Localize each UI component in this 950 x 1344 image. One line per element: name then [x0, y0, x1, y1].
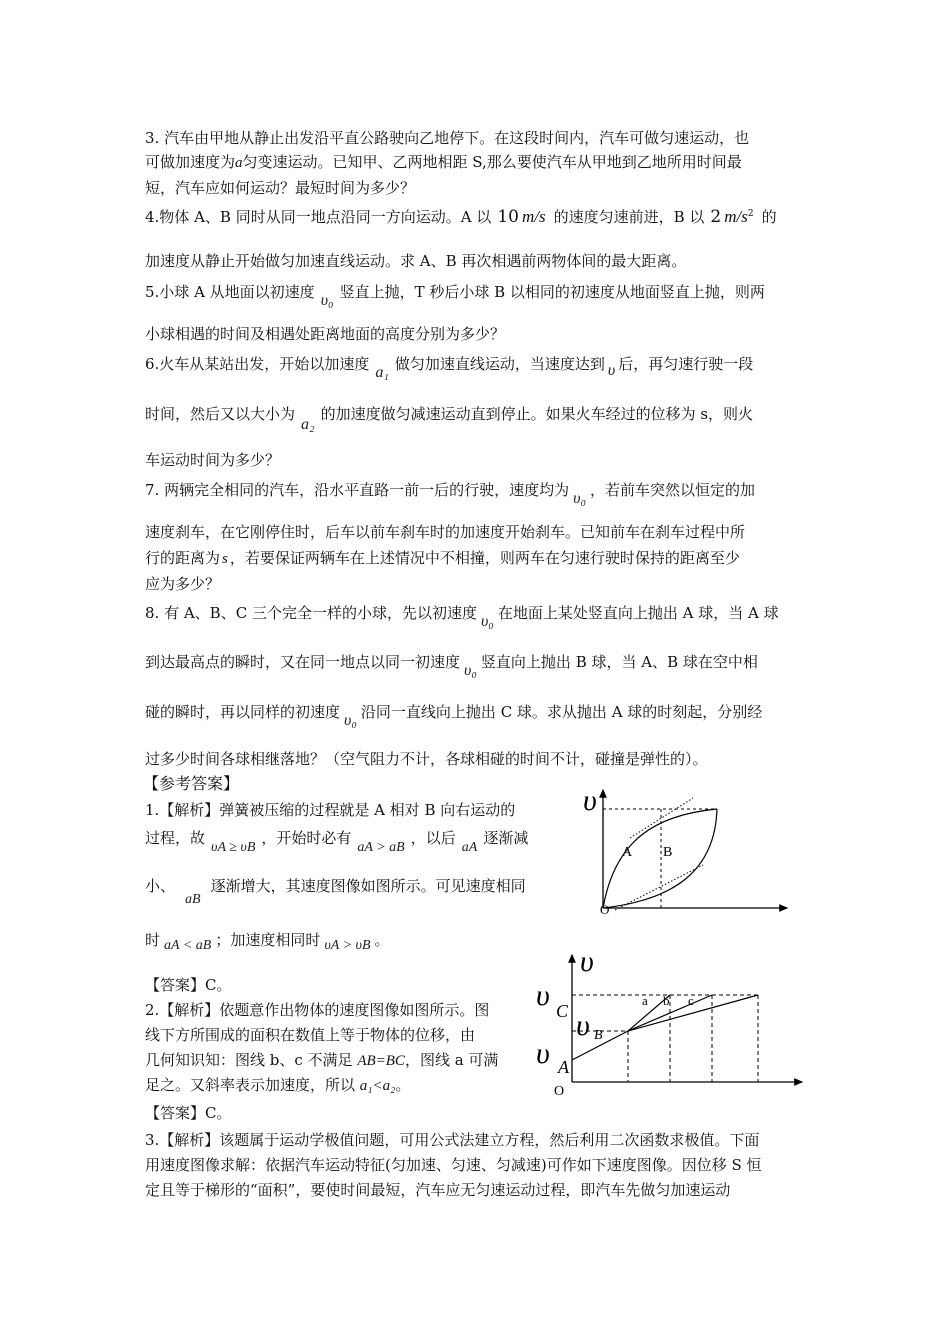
fig1-origin: O [600, 902, 610, 917]
q7-line-2: 速度刹车，在它刚停住时，后车以前车刹车时的加速度开始刹车。已知前车在刹车过程中所 [145, 523, 746, 541]
q4-line-2: 加速度从静止开始做匀加速直线运动。求 A、B 再次相遇前两物体间的最大距离。 [145, 252, 687, 270]
q8-line-1: 8. 有 A、B、C 三个完全一样的小球，先以初速度 υ₀ 在地面上某处竖直向上抛出 A 球，当 A 球 [145, 604, 779, 630]
q6-line-3: 车运动时间为多少？ [145, 451, 281, 469]
fig2-label-a: a [642, 993, 648, 1008]
fig1-label-B: B [663, 845, 673, 860]
fig2-label-vA: υ [536, 1037, 550, 1070]
q7-line-1: 7. 两辆完全相同的汽车，沿水平直路一前一后的行驶，速度均为 υ₀ ，若前车突然以恒定的加 [145, 481, 756, 507]
curve-A [603, 809, 717, 908]
a1-line-2: 过程，故υA ≥ υB，开始时必有aA > aB，以后aA逐渐减 [145, 829, 529, 855]
fig2-label-vC: υ [536, 979, 550, 1012]
a2-line-3: 几何知识知：图线 b、c 不满足 AB=BC，图线 a 可满 [145, 1051, 499, 1069]
q8-line-4: 过多少时间各球相继落地？（空气阻力不计，各球相碰的时间不计，碰撞是弹性的）。 [145, 750, 708, 768]
fig1-label-A: A [622, 845, 633, 860]
fig2-label-vB: υ [576, 1009, 590, 1042]
a1-line-1: 1.【解析】弹簧被压缩的过程就是 A 相对 B 向右运动的 [145, 801, 516, 819]
q7-line-3: 行的距离为 s ，若要保证两辆车在上述情况中不相撞，则两车在匀速行驶时保持的距离至少 [145, 549, 740, 567]
q8-line-2: 到达最高点的瞬时，又在同一地点以同一初速度 υ₀ 竖直向上抛出 B 球，当 A、B 球在空中相 [145, 653, 758, 679]
a2-answer: 【答案】C。 [145, 1104, 232, 1122]
q6-line-1: 6.火车从某站出发，开始以加速度 a₁ 做匀加速直线运动，当速度达到 υ 后，再匀速行驶一段 [145, 355, 754, 381]
a2-line-1: 2.【解析】依题意作出物体的速度图像如图所示。图 [145, 1001, 490, 1019]
a1-answer: 【答案】C。 [145, 976, 232, 994]
q5-line-2: 小球相遇的时间及相遇处距离地面的高度分别为多少？ [145, 325, 506, 343]
fig2-label-c: c [688, 993, 694, 1008]
fig1-axis-v: υ [583, 784, 597, 817]
q4-line-1: 4.物体 A、B 同时从同一地点沿同一方向运动。A 以 10 m/s 的速度匀速前进，B 以 2 $m/s^2$ 的 [145, 207, 777, 227]
fig2-origin: O [554, 1084, 565, 1095]
velocity-graph-1 [575, 780, 800, 920]
answers-header: 【参考答案】 [143, 774, 240, 793]
fig2-sub-C: C [556, 1001, 569, 1021]
fig2-sub-A: A [558, 1057, 569, 1077]
symbol-a: a [235, 155, 243, 171]
q7-line-4: 应为多少？ [145, 575, 221, 593]
q3-line-2: 可做加速度为a匀变速运动。已知甲、乙两地相距 S,那么要使汽车从甲地到乙地所用时间最 [145, 153, 742, 171]
a1-line-3: 小、aB逐渐增大，其速度图像如图所示。可见速度相同 [145, 877, 526, 907]
a3-line-2: 用速度图像求解：依据汽车运动特征(匀加速、匀速、匀减速)可作如下速度图像。因位移 S 恒 [145, 1156, 762, 1174]
a2-line-2: 线下方所围成的面积在数值上等于物体的位移，由 [145, 1026, 476, 1044]
a3-line-3: 定且等于梯形的“面积”，要使时间最短，汽车应无匀速运动过程，即汽车先做匀加速运动 [145, 1181, 731, 1199]
a1-line-4: 时 aA < aB ；加速度相同时 υA > υB 。 [145, 931, 390, 953]
q3-line-1: 3. 汽车由甲地从静止出发沿平直公路驶向乙地停下。在这段时间内，汽车可做匀速运动，也 [145, 129, 750, 147]
q5-line-1: 5.小球 A 从地面以初速度 υ₀ 竖直上抛，T 秒后小球 B 以相同的初速度从地面竖直上抛，则两 [145, 283, 765, 309]
q3-line-3: 短，汽车应如何运动？最短时间为多少？ [145, 179, 416, 197]
velocity-graph-2 [530, 945, 810, 1095]
q6-line-2: 时间，然后又以大小为a₂的加速度做匀减速运动直到停止。如果火车经过的位移为 s，则火 [145, 405, 754, 433]
fig2-axis-v: υ [580, 945, 594, 978]
a3-line-1: 3.【解析】该题属于运动学极值问题，可用公式法建立方程，然后利用二次函数求极值。下面 [145, 1131, 760, 1149]
fig2-sub-B: B [594, 1028, 603, 1043]
a2-line-4: 足之。又斜率表示加速度，所以 a₁<a₂。 [145, 1076, 411, 1094]
fig2-label-b: b [663, 993, 670, 1008]
q8-line-3: 碰的瞬时，再以同样的初速度 υ₀ 沿同一直线向上抛出 C 球。求从抛出 A 球的时刻起，分别经 [145, 703, 763, 729]
tangent-2 [615, 865, 703, 910]
